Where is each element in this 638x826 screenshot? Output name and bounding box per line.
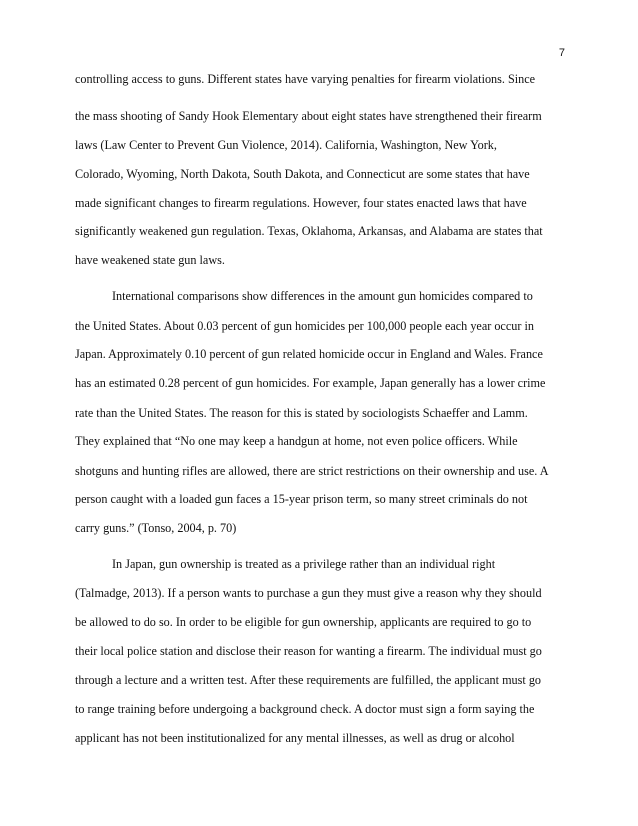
text-line: (Talmadge, 2013). If a person wants to purchase a gun they must give a reason why they should bbox=[75, 586, 542, 600]
text-line: the United States. About 0.03 percent of gun homicides per 100,000 people each year occur in bbox=[75, 319, 534, 333]
text-line: shotguns and hunting rifles are allowed, there are strict restrictions on their ownership and use. A bbox=[75, 464, 549, 478]
text-line: has an estimated 0.28 percent of gun homicides. For example, Japan generally has a lower crime bbox=[75, 376, 546, 390]
text-line: Colorado, Wyoming, North Dakota, South Dakota, and Connecticut are some states that have bbox=[75, 167, 530, 181]
text-line: They explained that “No one may keep a handgun at home, not even police officers. While bbox=[75, 434, 518, 448]
text-line: be allowed to do so. In order to be eligible for gun ownership, applicants are required to go to bbox=[75, 615, 532, 629]
text-line: controlling access to guns. Different states have varying penalties for firearm violations. Since bbox=[75, 72, 536, 86]
text-line: carry guns.” (Tonso, 2004, p. 70) bbox=[75, 521, 237, 535]
text-line: to range training before undergoing a background check. A doctor must sign a form saying the bbox=[75, 702, 535, 716]
text-line: In Japan, gun ownership is treated as a privilege rather than an individual right bbox=[112, 557, 496, 571]
page-number: 7 bbox=[558, 47, 565, 59]
text-line: through a lecture and a written test. After these requirements are fulfilled, the applicant must go bbox=[75, 673, 542, 687]
text-line: Japan. Approximately 0.10 percent of gun related homicide occur in England and Wales. France bbox=[75, 347, 543, 361]
text-line: made significant changes to firearm regulations. However, four states enacted laws that have bbox=[75, 196, 527, 210]
text-line: rate than the United States. The reason for this is stated by sociologists Schaeffer and Lamm. bbox=[75, 406, 528, 420]
text-line: International comparisons show differences in the amount gun homicides compared to bbox=[112, 289, 533, 303]
text-line: person caught with a loaded gun faces a 15-year prison term, so many street criminals do not bbox=[75, 492, 528, 506]
text-line: applicant has not been institutionalized for any mental illnesses, as well as drug or alcohol bbox=[75, 731, 515, 745]
text-line: have weakened state gun laws. bbox=[75, 253, 225, 267]
text-line: laws (Law Center to Prevent Gun Violence, 2014). California, Washington, New York, bbox=[75, 138, 497, 152]
text-line: significantly weakened gun regulation. Texas, Oklahoma, Arkansas, and Alabama are states that bbox=[75, 224, 543, 238]
text-line: their local police station and disclose their reason for wanting a firearm. The individual must go bbox=[75, 644, 542, 658]
text-line: the mass shooting of Sandy Hook Elementary about eight states have strengthened their firearm bbox=[75, 109, 542, 123]
